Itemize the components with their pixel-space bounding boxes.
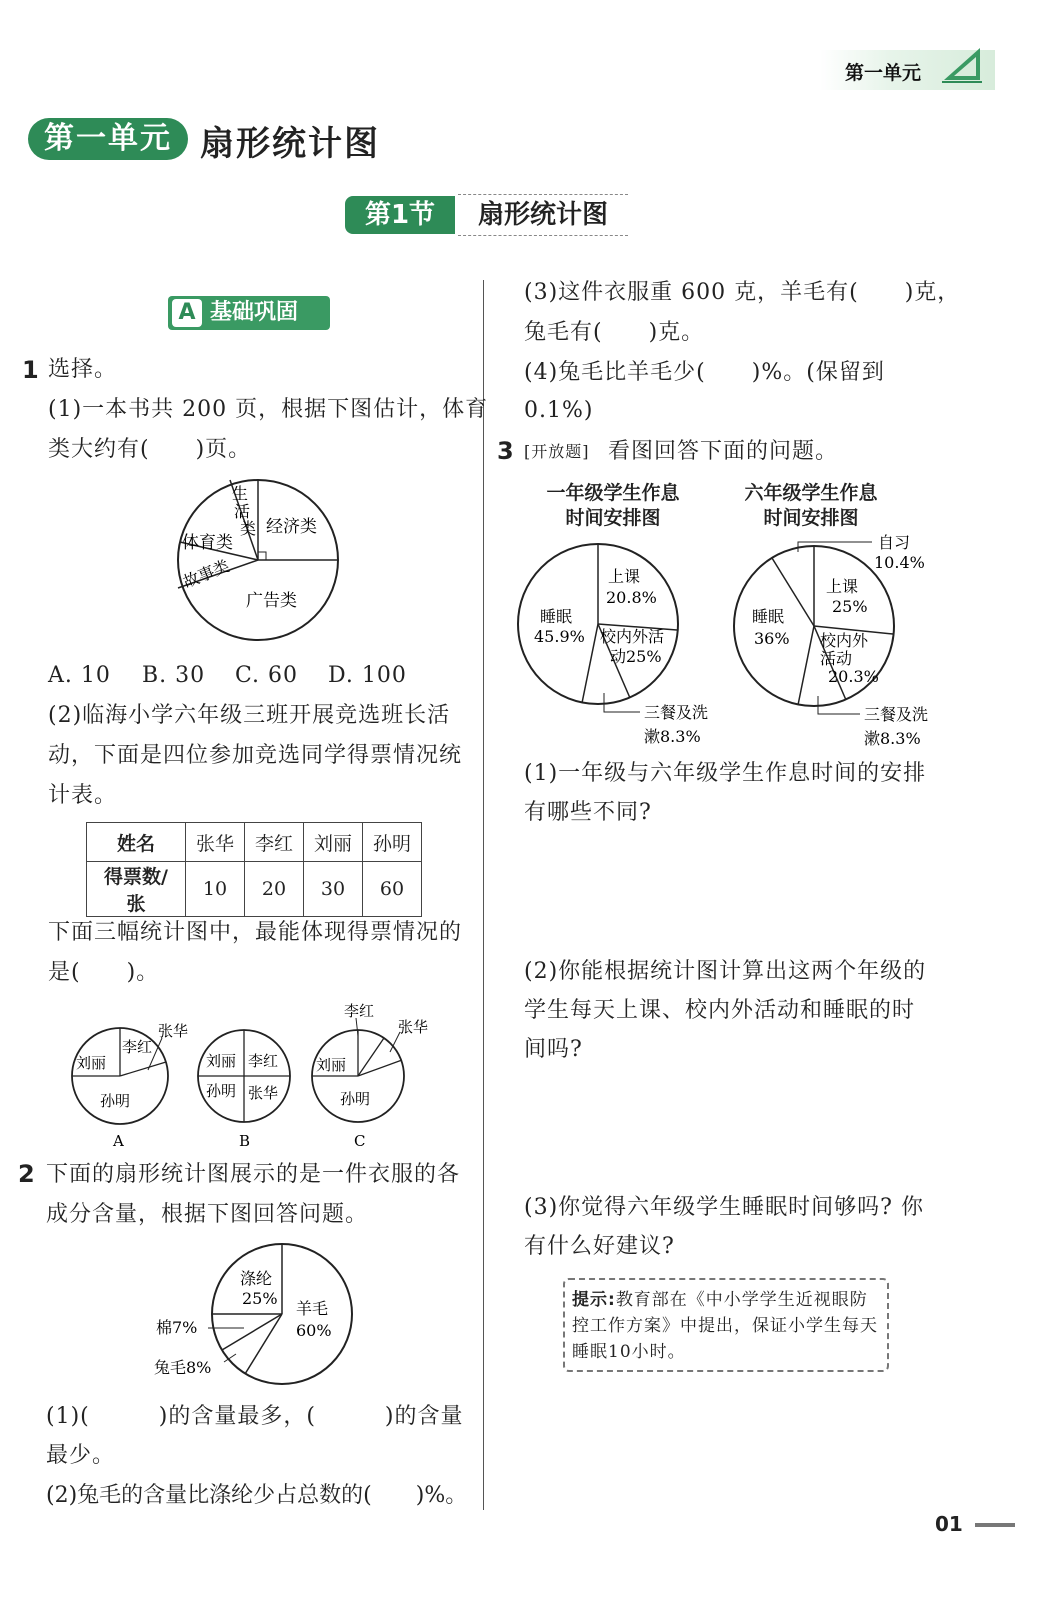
chart1-title1: 一年级学生作息: [546, 482, 680, 504]
q2-line1: 下面的扇形统计图展示的是一件衣服的各: [46, 1162, 461, 1187]
clothing-polyester: 涤纶: [240, 1269, 273, 1288]
q1-s1-line2: 类大约有( )页。: [48, 437, 252, 462]
g1-sleep-pct: 45.9%: [534, 627, 585, 646]
q3-tag: 开放题: [531, 442, 583, 461]
q2-s1-line2: 最少。: [46, 1443, 116, 1468]
table-row: [87, 862, 422, 917]
vote-a-zhanghua: 张华: [158, 1022, 189, 1040]
q2-s3-line2: 兔毛有( )克。: [524, 320, 705, 345]
vote-a-letter: A: [113, 1132, 124, 1150]
g6-meals2: 漱8.3%: [864, 729, 921, 748]
clothing-wool-pct: 60%: [296, 1321, 332, 1340]
hint-text: 教育部在《中小学学生近视眼防控工作方案》中提出，保证小学生每天睡眠10小时。: [572, 1290, 878, 1362]
vote-a-sunming: 孙明: [100, 1092, 131, 1110]
option-b: B. 30: [142, 663, 206, 688]
g1-class-pct: 20.8%: [606, 588, 657, 607]
q3-s2-line1: (2)你能根据统计图计算出这两个年级的: [524, 959, 927, 984]
vote-a-lihong: 李红: [122, 1038, 153, 1056]
chart1-title2: 时间安排图: [565, 507, 661, 529]
q1-s2-line3: 计表。: [48, 783, 118, 808]
part-a-tag: [168, 296, 330, 330]
hint-content: [572, 1287, 882, 1365]
vote-c-liuli: 刘丽: [316, 1056, 347, 1074]
part-a-letter: A: [172, 299, 202, 327]
g6-activity3: 20.3%: [828, 667, 879, 686]
chart2-title2: 时间安排图: [763, 507, 859, 529]
pie-label-story: 故事类: [180, 556, 233, 592]
pie-label-life2: 活: [234, 502, 251, 521]
q3-s2-line3: 间吗?: [524, 1037, 583, 1062]
vote-pie-c: [304, 996, 444, 1156]
clothing-wool: 羊毛: [296, 1299, 329, 1318]
table-cell-votes: 20: [245, 862, 304, 917]
vote-b-zhanghua: 张华: [248, 1084, 279, 1102]
g6-class: 上课: [826, 577, 859, 596]
g6-self-pct: 10.4%: [874, 553, 925, 572]
pie-label-sports: 体育类: [182, 533, 233, 553]
q1-s1-line1: (1)一本书共 200 页，根据下图估计，体育: [48, 397, 489, 422]
clothing-cotton: 棉7%: [156, 1318, 198, 1337]
column-divider: [483, 280, 484, 1510]
q2-s4-line2: 0.1%): [524, 398, 594, 423]
g1-class: 上课: [608, 567, 641, 586]
table-row: [87, 823, 422, 862]
grade1-pie-chart: [512, 538, 732, 748]
table-cell-name: 刘丽: [304, 823, 363, 862]
q1-s2-line1: (2)临海小学六年级三班开展竞选班长活: [48, 703, 451, 728]
q2-number: 2: [18, 1160, 35, 1188]
option-d: D. 100: [328, 663, 407, 688]
g6-sleep: 睡眠: [752, 607, 785, 626]
g6-sleep-pct: 36%: [754, 629, 790, 648]
q3-s3-line1: (3)你觉得六年级学生睡眠时间够吗? 你: [524, 1195, 924, 1220]
option-c: C. 60: [235, 663, 299, 688]
vote-pie-b: [192, 1000, 302, 1156]
q1-number: 1: [22, 356, 39, 384]
table-header-votes: 得票数/张: [87, 862, 186, 917]
vote-b-letter: B: [239, 1132, 251, 1150]
q2-line2: 成分含量，根据下图回答问题。: [46, 1202, 369, 1227]
q1-after-line1: 下面三幅统计图中，最能体现得票情况的: [48, 920, 463, 945]
pie-label-economy: 经济类: [266, 517, 317, 537]
header-unit-label: 第一单元: [845, 62, 922, 84]
vote-table: [86, 822, 422, 917]
g6-meals1: 三餐及洗: [864, 705, 929, 724]
section-badge: 第1节: [345, 196, 455, 234]
table-cell-name: 孙明: [363, 823, 422, 862]
vote-c-letter: C: [354, 1132, 366, 1150]
clothing-polyester-pct: 25%: [242, 1289, 278, 1308]
q3-tag-wrap: [开放题]: [524, 442, 590, 461]
q3-s1-line2: 有哪些不同?: [524, 800, 652, 825]
vote-c-lihong: 李红: [344, 1002, 375, 1020]
vote-c-zhanghua: 张华: [398, 1018, 429, 1036]
chart2-title1: 六年级学生作息: [744, 482, 878, 504]
g1-sleep: 睡眠: [540, 607, 573, 626]
vote-b-liuli: 刘丽: [206, 1052, 237, 1070]
clothing-pie-chart: [150, 1238, 370, 1396]
ruler-triangle-icon: [940, 44, 984, 84]
g6-activity2: 活动: [820, 649, 853, 668]
q3-s3-line2: 有什么好建议?: [524, 1234, 675, 1259]
table-cell-votes: 60: [363, 862, 422, 917]
section-title: 扇形统计图: [458, 194, 628, 236]
g6-activity1: 校内外: [820, 631, 869, 650]
q1-stem: 选择。: [48, 357, 118, 382]
q1-s2-line2: 动，下面是四位参加竞选同学得票情况统: [48, 743, 463, 768]
vote-a-liuli: 刘丽: [76, 1054, 107, 1072]
g6-self: 自习: [878, 533, 911, 552]
q2-s2: (2)兔毛的含量比涤纶少占总数的( )%。: [46, 1483, 468, 1508]
q2-s1-line1: (1)( )的含量最多，( )的含量: [46, 1404, 464, 1429]
part-a-label: 基础巩固: [210, 300, 299, 325]
grade6-pie-chart: [728, 530, 948, 750]
vote-pie-a: [62, 1000, 212, 1156]
q3-s2-line2: 学生每天上课、校内外活动和睡眠的时: [524, 998, 916, 1023]
q3-stem: 看图回答下面的问题。: [608, 439, 839, 464]
q3-s1-line1: (1)一年级与六年级学生作息时间的安排: [524, 761, 927, 786]
g1-meals2: 漱8.3%: [644, 727, 701, 746]
vote-b-sunming: 孙明: [206, 1082, 237, 1100]
page-number: 01: [935, 1512, 963, 1536]
pie-label-life: 生: [232, 484, 249, 503]
table-cell-votes: 30: [304, 862, 363, 917]
pie-label-life3: 类: [240, 519, 257, 538]
g1-activity2: 动25%: [610, 647, 662, 666]
q3-number: 3: [497, 437, 514, 465]
table-cell-name: 李红: [245, 823, 304, 862]
option-a: A. 10: [48, 663, 111, 688]
book-pie-chart: [170, 472, 350, 652]
table-header-name: 姓名: [87, 823, 186, 862]
hint-label: 提示:: [572, 1290, 616, 1310]
g6-class-pct: 25%: [832, 597, 868, 616]
q2-s4-line1: (4)兔毛比羊毛少( )%。(保留到: [524, 360, 885, 385]
g1-activity1: 校内外活: [600, 627, 665, 646]
pie-label-ads: 广告类: [246, 591, 297, 611]
unit-badge: 第一单元: [28, 118, 188, 160]
vote-b-lihong: 李红: [248, 1052, 279, 1070]
table-cell-name: 张华: [186, 823, 245, 862]
q2-s3-line1: (3)这件衣服重 600 克，羊毛有( )克，: [524, 280, 961, 305]
table-cell-votes: 10: [186, 862, 245, 917]
g1-meals1: 三餐及洗: [644, 703, 709, 722]
page-bar: [975, 1523, 1015, 1527]
vote-c-sunming: 孙明: [340, 1090, 371, 1108]
clothing-rabbit: 兔毛8%: [154, 1358, 212, 1377]
q1-after-line2: 是( )。: [48, 960, 160, 985]
unit-title: 扇形统计图: [200, 124, 380, 164]
